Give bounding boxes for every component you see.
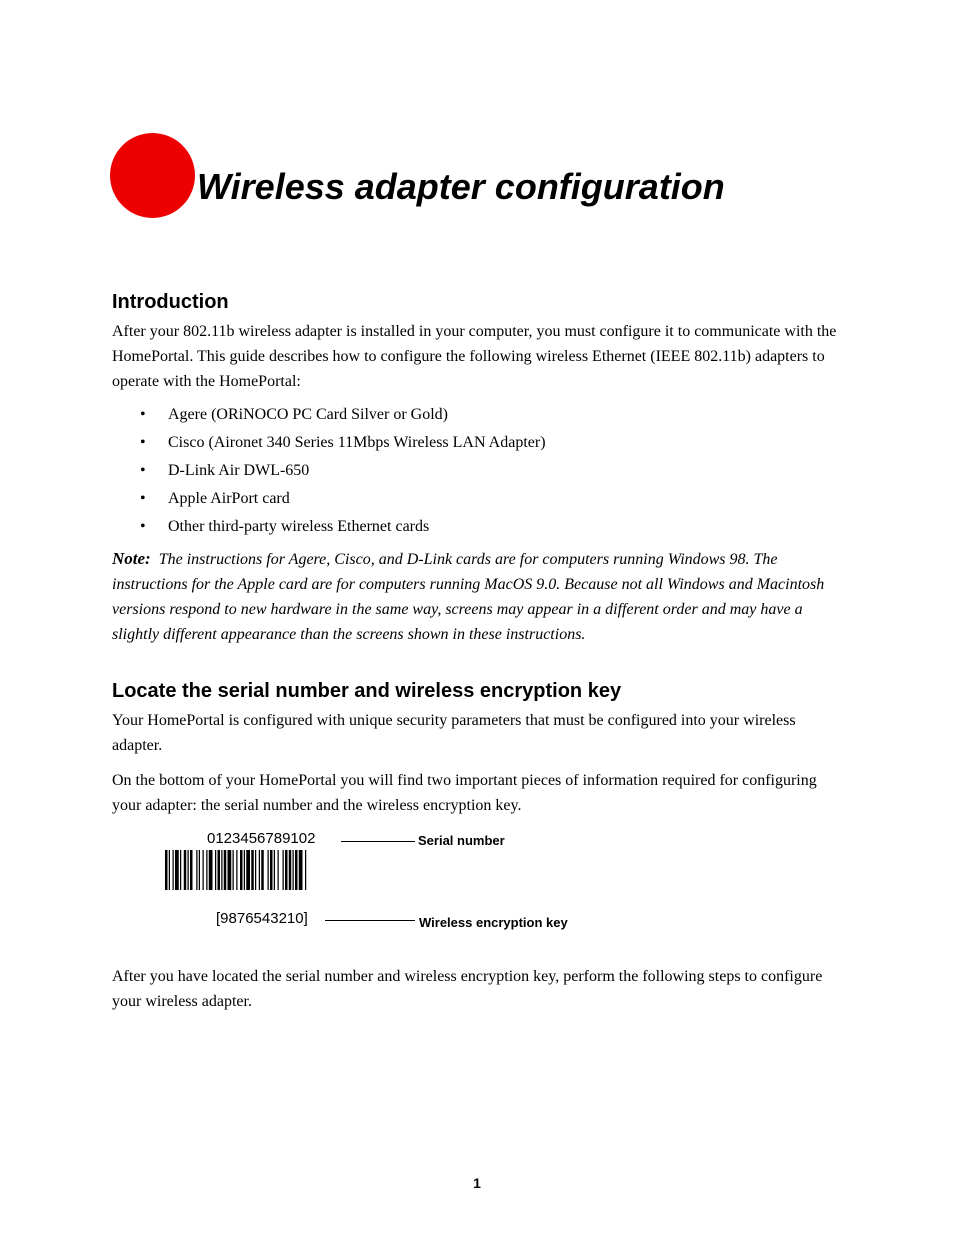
- barcode-bar: [203, 850, 204, 890]
- serial-number-value: 0123456789102: [207, 830, 316, 847]
- barcode-bar: [270, 850, 273, 890]
- barcode-bar: [209, 850, 213, 890]
- barcode-bar: [196, 850, 197, 890]
- barcode-bar: [278, 850, 279, 890]
- barcode-bar: [221, 850, 222, 890]
- barcode-bar: [224, 850, 227, 890]
- barcode-bar: [180, 850, 181, 890]
- bullet-icon: •: [140, 490, 146, 507]
- adapter-name: Other third-party wireless Ethernet cards: [168, 518, 430, 535]
- barcode-bar: [215, 850, 216, 890]
- bullet-icon: •: [140, 518, 146, 535]
- barcode-bar: [305, 850, 306, 890]
- bullet-icon: •: [140, 462, 146, 479]
- barcode-bar: [165, 850, 168, 890]
- chapter-title: Wireless adapter configuration: [197, 166, 725, 207]
- adapter-list: [112, 402, 546, 542]
- barcode-bar: [268, 850, 269, 890]
- adapter-name: Cisco (Aironet 340 Series 11Mbps Wireless LAN Adapter): [168, 434, 546, 451]
- barcode-bar: [169, 850, 170, 890]
- chapter-marker-dot: [110, 133, 195, 218]
- barcode-bar: [261, 850, 264, 890]
- barcode-bar: [173, 850, 174, 890]
- barcode-bar: [244, 850, 245, 890]
- closing-paragraph: After you have located the serial number and wireless encryption key, perform the following steps to configure your wireless adapter.: [112, 968, 823, 1010]
- barcode-bar: [228, 850, 232, 890]
- barcode-bar: [190, 850, 193, 890]
- bullet-icon: •: [140, 434, 146, 451]
- section-heading-locate: Locate the serial number and wireless encryption key: [112, 680, 622, 702]
- note-paragraph: [112, 546, 847, 647]
- barcode-bar: [206, 850, 207, 890]
- barcode-bar: [274, 850, 275, 890]
- barcode-bar: [255, 850, 256, 890]
- locate-paragraph-1: Your HomePortal is configured with unique security parameters that must be configured into your wireless adapter.: [112, 712, 796, 754]
- list-item: [112, 430, 546, 458]
- page-number: 1: [473, 1175, 481, 1191]
- barcode-bar: [246, 850, 250, 890]
- barcode-bar: [299, 850, 303, 890]
- encryption-key-caption: Wireless encryption key: [419, 915, 568, 930]
- locate-paragraph-2: On the bottom of your HomePortal you will find two important pieces of information required for configuring your adapter: the serial number and the wireless encryption key.: [112, 772, 817, 814]
- adapter-name: Agere (ORiNOCO PC Card Silver or Gold): [168, 406, 448, 423]
- serial-number-leader-line: [341, 841, 415, 842]
- list-item: [112, 458, 546, 486]
- barcode-bar: [175, 850, 179, 890]
- note-label: Note:: [112, 549, 151, 568]
- barcode-bar: [218, 850, 221, 890]
- bullet-icon: •: [140, 406, 146, 423]
- introduction-paragraph: After your 802.11b wireless adapter is installed in your computer, you must configure it to communicate with the HomePortal. This guide describes how to configure the following wireless Ethernet (IEEE 802.11b) adapters to operate with the HomePortal:: [112, 323, 837, 390]
- barcode-bar: [293, 850, 294, 890]
- serial-number-caption: Serial number: [418, 833, 505, 848]
- barcode-icon: [165, 850, 357, 890]
- barcode-bar: [233, 850, 234, 890]
- device-label-figure: [155, 828, 595, 938]
- barcode-bar: [295, 850, 298, 890]
- encryption-key-value: [9876543210]: [216, 910, 308, 927]
- barcode-bar: [199, 850, 200, 890]
- barcode-bar: [285, 850, 288, 890]
- barcode-bar: [188, 850, 189, 890]
- barcode-bar: [184, 850, 187, 890]
- list-item: [112, 402, 546, 430]
- adapter-name: Apple AirPort card: [168, 490, 290, 507]
- list-item: [112, 486, 546, 514]
- barcode-bar: [236, 850, 237, 890]
- section-heading-introduction: Introduction: [112, 291, 229, 313]
- barcode-bar: [283, 850, 284, 890]
- barcode-bar: [251, 850, 254, 890]
- note-text: The instructions for Agere, Cisco, and D-Link cards are for computers running Windows 98. The instructions for the Apple card are for computers running MacOS 9.0. Because not all Windows and Macintosh versions respond to new hardware in the same way, screens may appear in a different order and may have a slightly different appearance than the screens shown in these instructions.: [112, 551, 825, 643]
- barcode-bar: [259, 850, 260, 890]
- encryption-key-leader-line: [325, 920, 415, 921]
- list-item: [112, 514, 546, 542]
- barcode-bar: [240, 850, 243, 890]
- barcode-bar: [289, 850, 292, 890]
- adapter-name: D-Link Air DWL-650: [168, 462, 310, 479]
